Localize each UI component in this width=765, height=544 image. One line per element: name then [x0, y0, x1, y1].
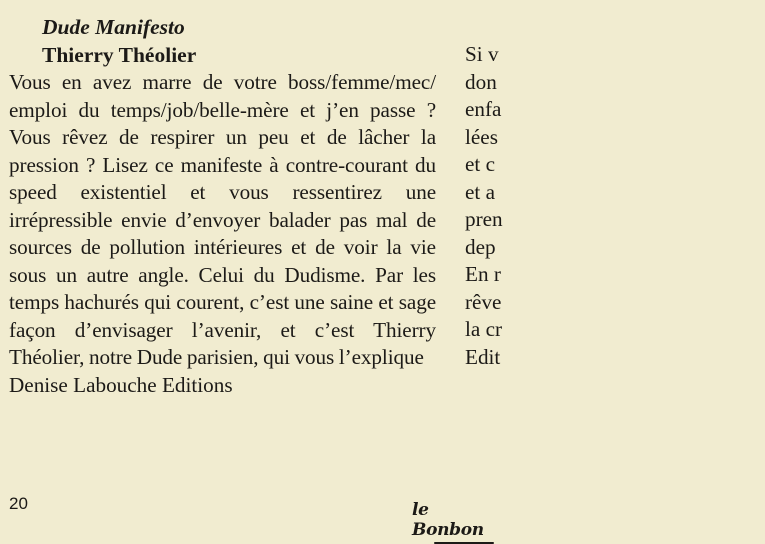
book-author: Thierry Théolier — [42, 42, 197, 67]
next-column-line: Edit — [465, 344, 501, 369]
next-column-line: dep — [465, 234, 496, 259]
book-review-column — [9, 14, 436, 399]
next-column-line: et a — [465, 179, 495, 204]
brand-logo-text: le Bonbon — [412, 500, 484, 540]
book-title: Dude Manifesto — [42, 15, 185, 39]
next-column-line: don — [465, 69, 497, 94]
next-column-line: et c — [465, 152, 495, 176]
next-column-line: Si v — [465, 42, 499, 66]
next-column-line: pren — [465, 207, 503, 231]
book-blurb: Vous en avez marre de votre boss/femme/mec/ emploi du temps/job/belle-mère et j’en passe ? Vous rêvez de respirer un peu et de lâcher la pression ? Lisez ce manifeste à contre-courant du speed existentiel et vous ressentirez une irrépressible envie d’envoyer balader pas mal de sources de pollution intérieures et de voir la vie sous un autre angle. Celui du Dudisme. Par les temps hachurés qui courent, c’est une saine et sage façon d’envisager l’avenir, et c’est Thierry Théolier, notre Dude parisien, qui vous l’explique — [9, 70, 436, 369]
book-publisher: Denise Labouche Editions — [9, 372, 233, 397]
brand-logo — [412, 500, 498, 540]
page-number: 20 — [9, 494, 28, 513]
next-column-line: lées — [465, 124, 498, 149]
next-column-line: rêve — [465, 289, 502, 314]
next-column-cropped — [465, 41, 765, 371]
next-column-line: la cr — [465, 317, 503, 341]
next-column-line: enfa — [465, 97, 502, 121]
next-column-line: En r — [465, 262, 501, 286]
